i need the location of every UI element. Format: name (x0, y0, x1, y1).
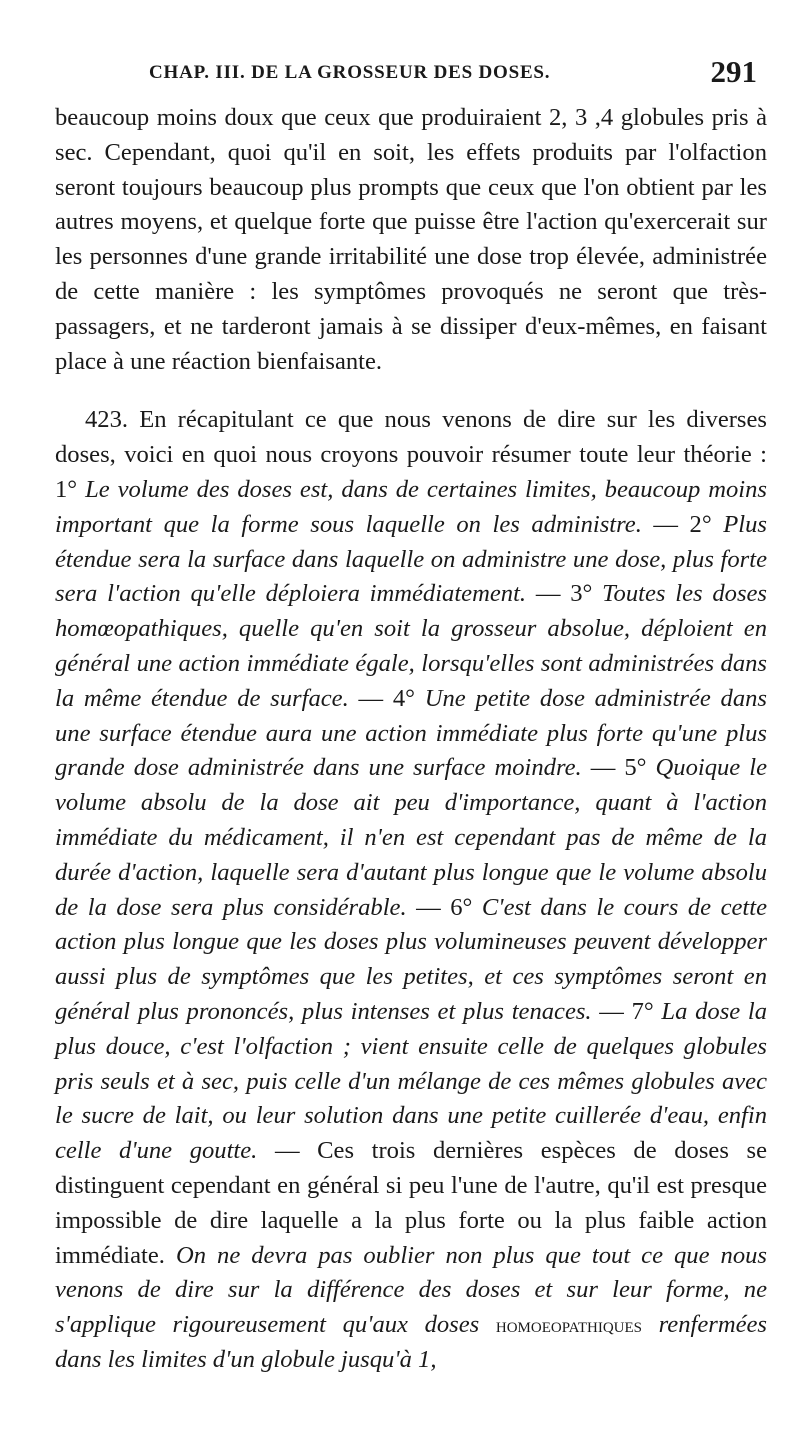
point-7: La dose la plus douce, c'est l'olfaction ; vient ensuite celle de quelques globules pris seuls et à sec, puis celle d'un mélange de ces mêmes globules avec le sucre de lait, ou leur solution dans une petite cuillerée d'eau, enfin celle d'une goutte. (55, 997, 768, 1165)
page-number: 291 (710, 54, 757, 89)
separator-2: — 2° (641, 510, 724, 538)
separator-6: — 6° (406, 893, 482, 921)
separator-5: — 5° (581, 754, 656, 782)
point-2: Plus étendue sera la surface dans laquelle on administre une dose, plus forte sera l'action qu'elle déploiera immédiatement. (55, 510, 767, 608)
point-5: Quoique le volume absolu de la dose ait peu d'importance, quant à l'action immédiate du médicament, il n'en est cependant pas de même de la durée d'action, laquelle sera d'autant plus longue que le volume absolu de la dose sera plus considérable. (55, 754, 767, 921)
paragraph-continuation: beaucoup moins doux que ceux que produiraient 2, 3 ,4 globules pris à sec. Cependant, quoi qu'il en soit, les effets produits par l'olfaction seront toujours beaucoup plus prompts que ceux que l'on obtient par les autres moyens, et quelque forte que puisse être l'action qu'exercerait sur les personnes d'une grande irritabilité une dose trop élevée, administrée de cette manière : les symptômes provoqués ne seront que très-passagers, et ne tarderont jamais à se dissiper d'eux-mêmes, en faisant place à une réaction bienfaisante. (55, 104, 767, 375)
body-text (55, 101, 767, 1378)
para-intro: 423. En récapitulant ce que nous venons de dire sur les diverses doses, voici en quoi nous croyons pouvoir résumer toute leur théorie : 1° (55, 406, 767, 503)
point-1: Le volume des doses est, dans de certaines limites, beaucoup moins important que la forme sous laquelle on les administre. (55, 475, 767, 538)
homoeopathiques-smallcaps: homoeopathiques (495, 1312, 642, 1338)
space-a (479, 1311, 496, 1338)
point-6: C'est dans le cours de cette action plus longue que les doses plus volumineuses peuvent développer aussi plus de symptômes que les petites, et ces symptômes seront en général plus prononcés, plus intenses et plus tenaces. (55, 893, 768, 1025)
separator-7: — 7° (591, 997, 662, 1025)
closing-note: On ne devra pas oublier non plus que tout ce que nous venons de dire sur la différence des doses et sur leur forme, ne s'applique rigoureusement qu'aux doses (55, 1241, 767, 1339)
page-header (55, 54, 757, 100)
paragraph-423 (55, 403, 767, 1377)
space-b (642, 1311, 659, 1338)
closing-note-end: renfermées dans les limites d'un globule jusqu'à 1, (55, 1311, 767, 1373)
point-3: Toutes les doses homœopathiques, quelle qu'en soit la grosseur absolue, déploient en général une action immédiate égale, lorsqu'elles sont administrées dans la même étendue de surface. (55, 580, 768, 712)
point-7-continuation: — Ces trois dernières espèces de doses se distinguent cependant en général si peu l'une de l'autre, qu'il est presque impossible de dire laquelle a la plus forte ou la plus faible action immédiate. (55, 1137, 767, 1269)
point-4: Une petite dose administrée dans une surface étendue aura une action immédiate plus forte qu'une plus grande dose administrée dans une surface moindre. (55, 684, 767, 782)
separator-3: — 3° (526, 580, 603, 608)
separator-4: — 4° (348, 684, 425, 712)
running-head: CHAP. III. DE LA GROSSEUR DES DOSES. (149, 62, 551, 83)
